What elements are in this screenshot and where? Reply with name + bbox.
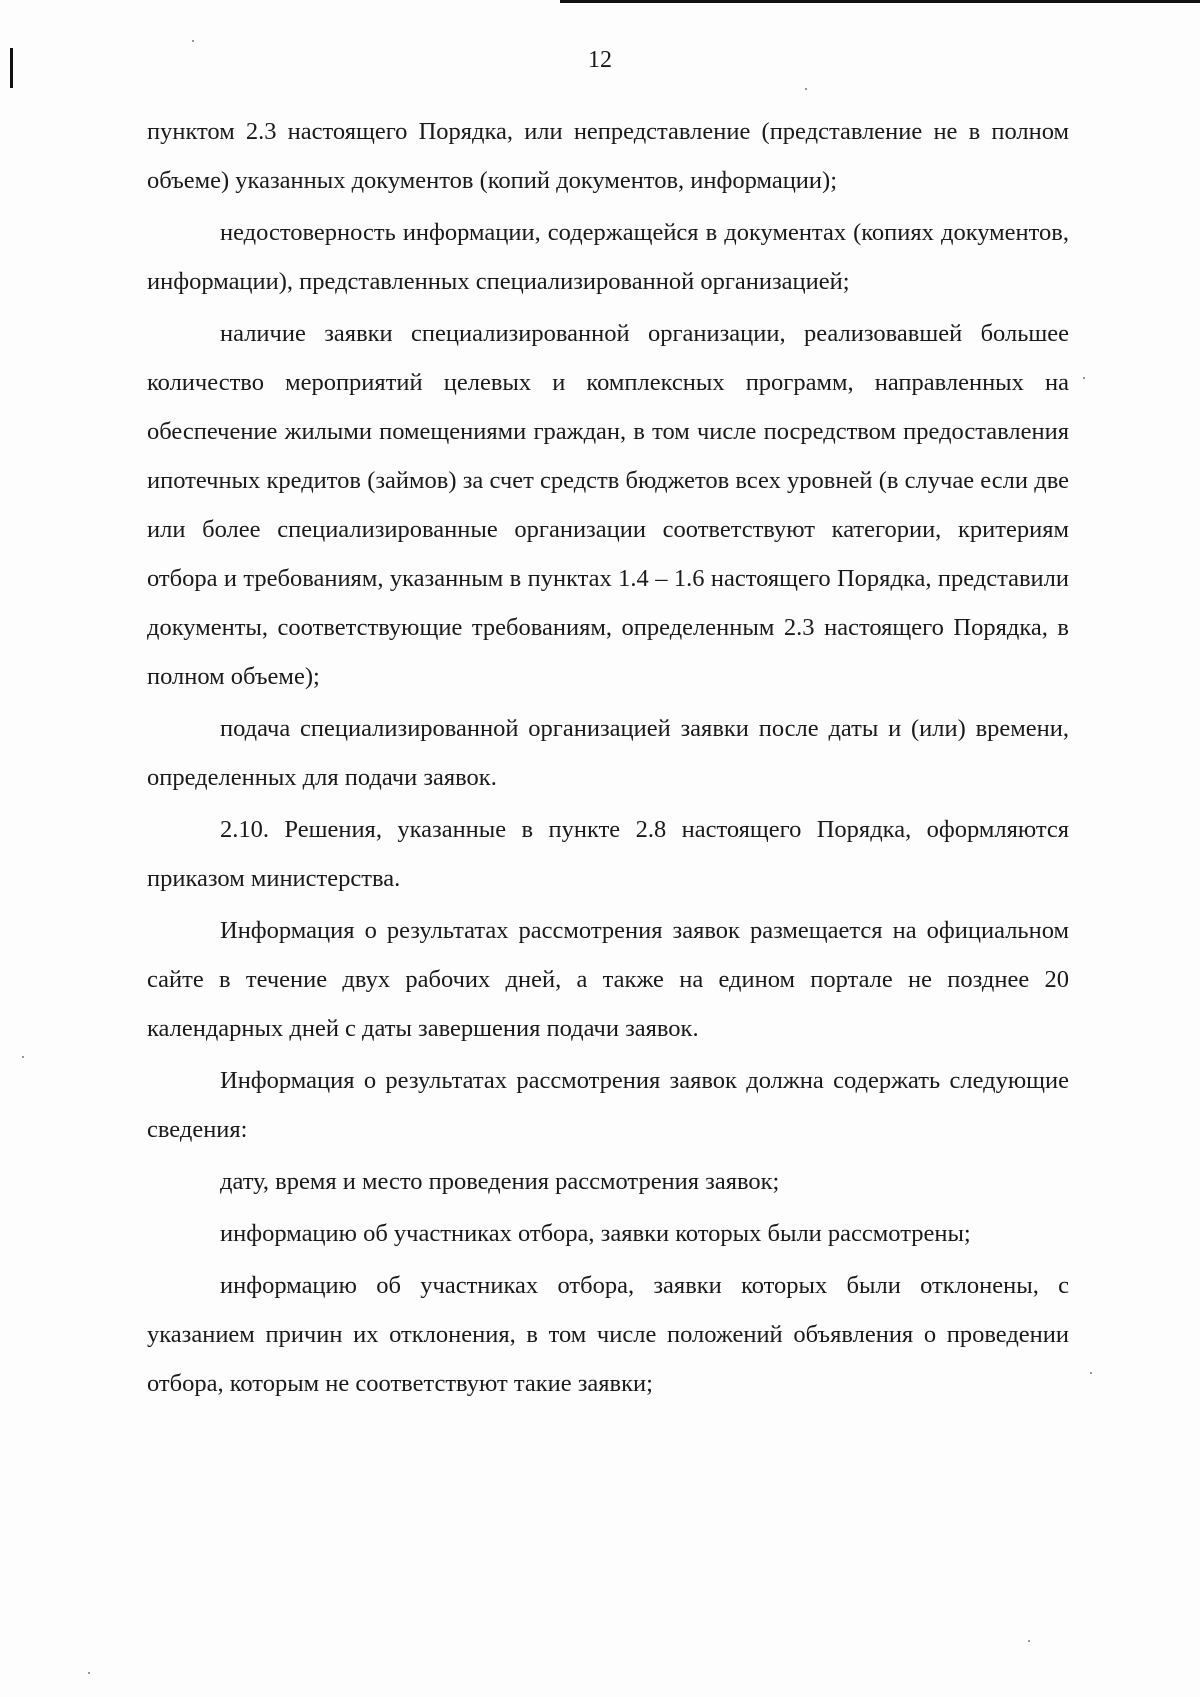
scan-speck xyxy=(192,40,194,42)
paragraph-2: недостоверность информации, содержащейся в документах (копиях документов, информации), представленных специализированной организацией; xyxy=(147,219,1069,295)
scan-speck xyxy=(805,88,807,90)
document-body xyxy=(147,107,1069,1411)
page-number: 12 xyxy=(588,47,612,73)
paragraph-7: Информация о результатах рассмотрения заявок должна содержать следующие сведения: xyxy=(147,1067,1069,1143)
top-scan-rule xyxy=(560,0,1200,3)
paragraph-9: информацию об участниках отбора, заявки которых были рассмотрены; xyxy=(220,1220,971,1247)
paragraph-8: дату, время и место проведения рассмотрения заявок; xyxy=(220,1168,780,1195)
paragraph-5: 2.10. Решения, указанные в пункте 2.8 настоящего Порядка, оформляются приказом министерства. xyxy=(147,816,1069,892)
scan-speck xyxy=(1083,377,1085,379)
paragraph-3: наличие заявки специализированной организации, реализовавшей большее количество мероприятий целевых и комплексных программ, направленных на обеспечение жилыми помещениями граждан, в том числе посредством предоставления ипотечных кредитов (займов) за счет средств бюджетов всех уровней (в случае если две или более специализированные организации соответствуют категории, критериям отбора и требованиям, указанным в пунктах 1.4 – 1.6 настоящего Порядка, представили документы, соответствующие требованиям, определенным 2.3 настоящего Порядка, в полном объеме); xyxy=(147,320,1069,690)
paragraph-10: информацию об участниках отбора, заявки которых были отклонены, с указанием причин их отклонения, в том числе положений объявления о проведении отбора, которым не соответствуют такие заявки; xyxy=(147,1272,1069,1397)
paragraph-6: Информация о результатах рассмотрения заявок размещается на официальном сайте в течение двух рабочих дней, а также на едином портале не позднее 20 календарных дней с даты завершения подачи заявок. xyxy=(147,917,1069,1042)
scan-speck xyxy=(22,1056,24,1058)
paragraph-4: подача специализированной организацией заявки после даты и (или) времени, определенных для подачи заявок. xyxy=(147,715,1069,791)
paragraph-1: пунктом 2.3 настоящего Порядка, или непредставление (представление не в полном объеме) указанных документов (копий документов, информации); xyxy=(147,118,1069,194)
scan-speck xyxy=(1028,1640,1030,1642)
scan-speck xyxy=(88,1672,90,1674)
scan-speck xyxy=(1090,1372,1092,1374)
